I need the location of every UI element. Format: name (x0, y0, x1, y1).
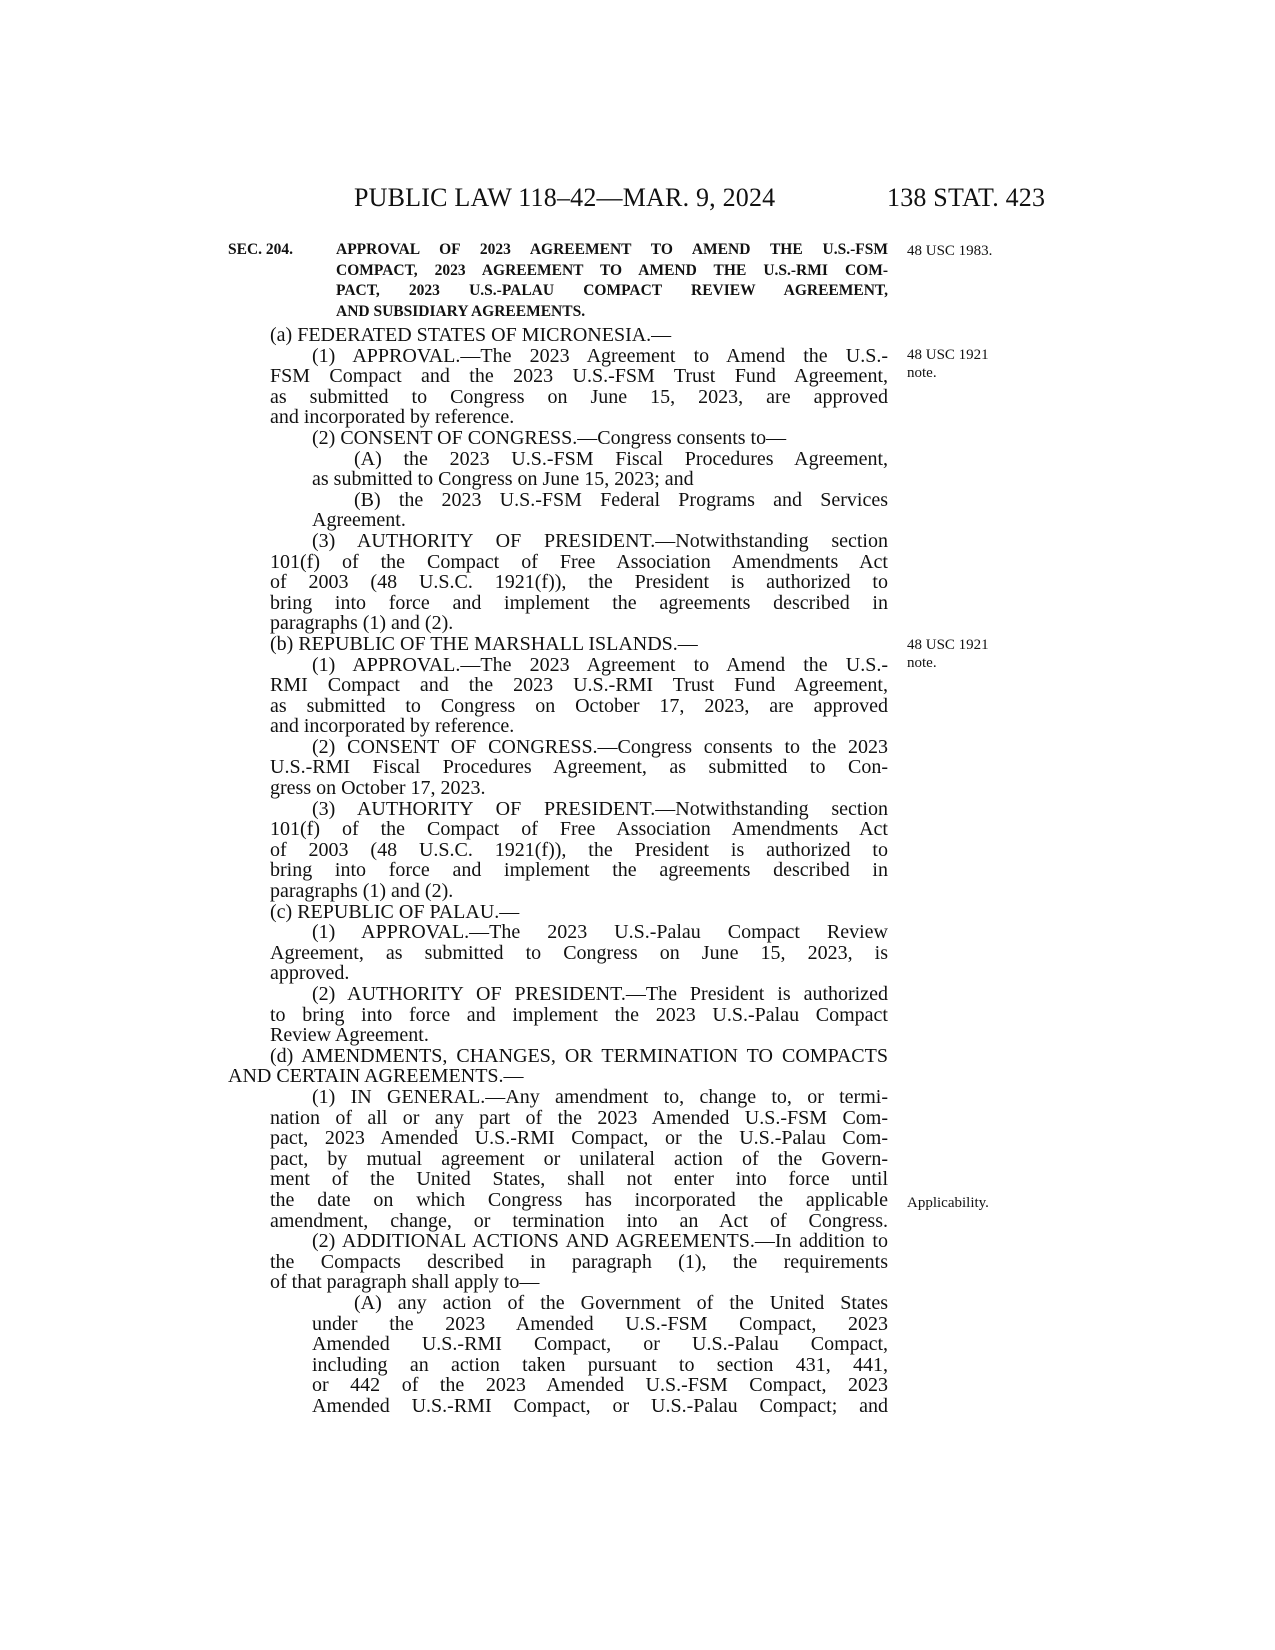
text-line: as submitted to Congress on June 15, 2023; and (312, 468, 694, 491)
text-line: (1) APPROVAL.—The 2023 Agreement to Amend the U.S.- (312, 653, 888, 676)
text-line: U.S.-RMI Fiscal Procedures Agreement, as submitted to Con- (270, 756, 888, 779)
section-number: SEC. 204. (228, 241, 294, 258)
text-line: or 442 of the 2023 Amended U.S.-FSM Compact, 2023 (312, 1374, 888, 1397)
text-line: Amended U.S.-RMI Compact, or U.S.-Palau Compact, (312, 1333, 888, 1356)
text-line: of that paragraph shall apply to— (270, 1271, 540, 1294)
text-line: as submitted to Congress on October 17, 2023, are approved (270, 694, 888, 717)
text-line: (2) ADDITIONAL ACTIONS AND AGREEMENTS.—In addition to (312, 1230, 888, 1253)
text-line: (1) IN GENERAL.—Any amendment to, change to, or termi- (312, 1085, 888, 1108)
text-line: (3) AUTHORITY OF PRESIDENT.—Notwithstanding section (312, 797, 888, 820)
subsection-heading: (a) FEDERATED STATES OF MICRONESIA.— (270, 324, 672, 346)
text-line: (3) AUTHORITY OF PRESIDENT.—Notwithstanding section (312, 529, 888, 552)
subsection-heading: (b) REPUBLIC OF THE MARSHALL ISLANDS.— (270, 632, 698, 655)
text-line: and incorporated by reference. (270, 715, 515, 738)
section-title-line: AND SUBSIDIARY AGREEMENTS. (336, 302, 586, 320)
text-line: approved. (270, 962, 350, 985)
section-title (336, 240, 888, 322)
section-title-line: PACT, 2023 U.S.-PALAU COMPACT REVIEW AGREEMENT, (336, 282, 888, 299)
margin-note-usc-1983: 48 USC 1983. (907, 243, 993, 259)
text-line: and incorporated by reference. (270, 406, 515, 429)
text-line: ment of the United States, shall not enter into force until (270, 1168, 888, 1191)
text-line: paragraphs (1) and (2). (270, 880, 454, 903)
text-line: (A) any action of the Government of the United States (354, 1291, 888, 1314)
section-title-line: APPROVAL OF 2023 AGREEMENT TO AMEND THE U.S.-FSM (336, 241, 888, 258)
text-line: 101(f) of the Compact of Free Association Amendments Act (270, 550, 888, 573)
text-line: 101(f) of the Compact of Free Association Amendments Act (270, 818, 888, 841)
text-line: amendment, change, or termination into an Act of Congress. (270, 1209, 888, 1232)
text-line: (1) APPROVAL.—The 2023 U.S.-Palau Compact Review (312, 921, 888, 944)
text-line: bring into force and implement the agreements described in (270, 591, 888, 614)
text-line: RMI Compact and the 2023 U.S.-RMI Trust Fund Agreement, (270, 674, 888, 697)
text-line: under the 2023 Amended U.S.-FSM Compact, 2023 (312, 1312, 888, 1335)
text-line: pact, 2023 Amended U.S.-RMI Compact, or the U.S.-Palau Com- (270, 1127, 888, 1150)
text-line: bring into force and implement the agreements described in (270, 859, 888, 882)
text-line: Amended U.S.-RMI Compact, or U.S.-Palau Compact; and (312, 1394, 888, 1417)
margin-note-applicability: Applicability. (907, 1195, 989, 1211)
text-line: Agreement, as submitted to Congress on June 15, 2023, is (270, 941, 888, 964)
text-line: the date on which Congress has incorporated the applicable (270, 1188, 888, 1211)
text-line: of 2003 (48 U.S.C. 1921(f)), the President is authorized to (270, 838, 888, 861)
text-line: (A) the 2023 U.S.-FSM Fiscal Procedures Agreement, (354, 447, 888, 470)
subsection-heading: (c) REPUBLIC OF PALAU.— (270, 900, 520, 923)
text-line: (B) the 2023 U.S.-FSM Federal Programs and Services (354, 488, 888, 511)
header-title: PUBLIC LAW 118–42—MAR. 9, 2024 (354, 183, 776, 212)
margin-note-usc-1921-b: 48 USC 1921 note. (907, 637, 989, 671)
text-line: nation of all or any part of the 2023 Amended U.S.-FSM Com- (270, 1106, 888, 1129)
text-line: (2) CONSENT OF CONGRESS.—Congress consents to— (312, 426, 787, 449)
text-line: the Compacts described in paragraph (1), the requirements (270, 1250, 888, 1273)
text-line: gress on October 17, 2023. (270, 777, 486, 800)
section-body (228, 325, 888, 1416)
section-title-line: COMPACT, 2023 AGREEMENT TO AMEND THE U.S.-RMI COM- (336, 261, 888, 279)
text-line: of 2003 (48 U.S.C. 1921(f)), the President is authorized to (270, 571, 888, 594)
text-line: as submitted to Congress on June 15, 2023, are approved (270, 385, 888, 408)
text-line: Agreement. (312, 509, 406, 532)
text-line: pact, by mutual agreement or unilateral action of the Govern- (270, 1147, 888, 1170)
text-line: FSM Compact and the 2023 U.S.-FSM Trust Fund Agreement, (270, 365, 888, 388)
text-line: paragraphs (1) and (2). (270, 612, 454, 635)
running-header (0, 183, 1275, 223)
text-line: Review Agreement. (270, 1024, 429, 1047)
text-line: (2) CONSENT OF CONGRESS.—Congress consents to the 2023 (312, 735, 888, 758)
margin-note-usc-1921-a: 48 USC 1921 note. (907, 347, 989, 381)
header-stat-page: 138 STAT. 423 (887, 183, 1046, 212)
text-line: including an action taken pursuant to section 431, 441, (312, 1353, 888, 1376)
subsection-heading: AND CERTAIN AGREEMENTS.— (228, 1065, 524, 1088)
subsection-heading: (d) AMENDMENTS, CHANGES, OR TERMINATION TO COMPACTS (270, 1044, 888, 1067)
text-line: (2) AUTHORITY OF PRESIDENT.—The President is authorized (312, 983, 888, 1005)
text-line: to bring into force and implement the 2023 U.S.-Palau Compact (270, 1003, 888, 1026)
text-line: (1) APPROVAL.—The 2023 Agreement to Amend the U.S.- (312, 344, 888, 367)
